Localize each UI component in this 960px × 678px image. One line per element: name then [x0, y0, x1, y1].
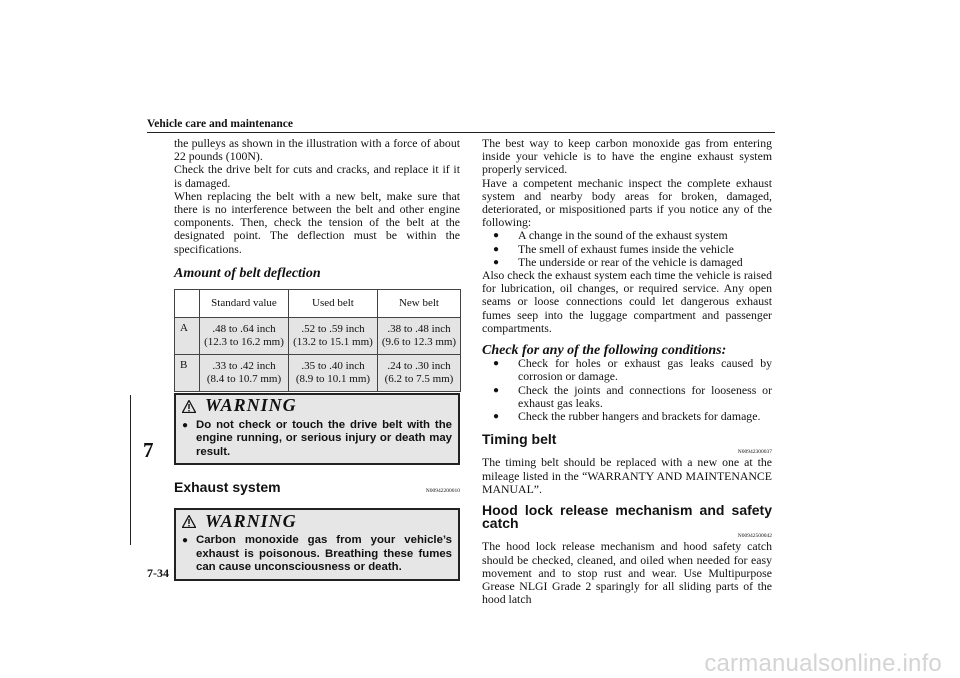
- notice-list: [482, 229, 772, 269]
- section-code: N00942500042: [737, 533, 772, 540]
- bullet-icon: ●: [493, 411, 500, 423]
- paragraph: The hood lock release mechanism and hood safety catch should be checked, cleaned, and oiled when needed for easy movement and to stop rust and wear. Use Multipurpose Grease NLGI Grade 2 sparingly for all sliding parts of the hood latch: [482, 539, 772, 607]
- header-rule: [147, 132, 775, 133]
- paragraph: The timing belt should be replaced with a new one at the mileage listed in the “WARRANTY AND MAINTENANCE MANUAL”.: [482, 455, 772, 496]
- table-cell: .38 to .48 inch (9.6 to 12.3 mm): [377, 318, 460, 355]
- warning-text-line: [176, 417, 458, 463]
- warning-triangle-icon: [182, 515, 196, 528]
- exhaust-heading-row: [174, 481, 460, 498]
- list-item-text: Check for holes or exhaust gas leaks caused by corrosion or damage.: [518, 356, 772, 384]
- table-corner-cell: [175, 290, 200, 318]
- warning-title: WARNING: [205, 395, 297, 416]
- section-title-exhaust: Exhaust system: [174, 479, 281, 496]
- bullet-icon: ●: [493, 230, 500, 242]
- watermark: carmanualsonline.info: [704, 650, 942, 677]
- list-item-text: The underside or rear of the vehicle is damaged: [518, 254, 743, 269]
- table-cell: .35 to .40 inch (8.9 to 10.1 mm): [288, 355, 377, 392]
- table-cell: .48 to .64 inch (12.3 to 16.2 mm): [200, 318, 289, 355]
- bullet-icon: ●: [493, 384, 500, 396]
- warning-heading: [176, 510, 458, 532]
- table-row: [175, 355, 461, 392]
- timing-heading-row: [482, 433, 772, 446]
- table-cell: .52 to .59 inch (13.2 to 15.1 mm): [288, 318, 377, 355]
- bullet-icon: ●: [182, 535, 189, 547]
- section-title-timing: Timing belt: [482, 431, 557, 448]
- bullet-icon: ●: [493, 256, 500, 268]
- paragraph: The best way to keep carbon monoxide gas from entering inside your vehicle is to have the engine exhaust system properly serviced.: [482, 136, 772, 177]
- section-title-hood: Hood lock release mechanism and safety catch: [482, 502, 772, 532]
- table-header: New belt: [377, 290, 460, 318]
- belt-deflection-table: [174, 289, 461, 392]
- paragraph: Also check the exhaust system each time the vehicle is raised for lubrication, oil changes, or required service. Any open seams or loose connections could let dangerous exhaust fumes seep into the luggage compartment and passenger compartments.: [482, 268, 772, 335]
- chapter-number: 7: [143, 438, 154, 462]
- list-item: [482, 410, 772, 423]
- list-item: [482, 384, 772, 410]
- section-code: N00942200010: [425, 488, 460, 495]
- warning-box: [174, 393, 460, 465]
- warning-text: Carbon monoxide gas from your vehicle’s exhaust is poisonous. Breathing these fumes can cause unconsciousness or death.: [196, 534, 452, 574]
- list-item-text: Check the joints and connections for looseness or exhaust gas leaks.: [518, 382, 772, 410]
- right-column: [482, 137, 772, 607]
- table-row: [175, 318, 461, 355]
- page-number: 7-34: [147, 566, 169, 580]
- bullet-icon: ●: [493, 243, 500, 255]
- bullet-icon: ●: [493, 358, 500, 370]
- table-header-row: [175, 290, 461, 318]
- warning-text: Do not check or touch the drive belt with the engine running, or serious injury or death may result.: [196, 419, 452, 458]
- list-item: [482, 243, 772, 256]
- warning-title: WARNING: [205, 510, 297, 531]
- section-code: N00942300037: [737, 449, 772, 456]
- table-header: Standard value: [200, 290, 289, 318]
- conditions-heading: Check for any of the following conditions:: [482, 343, 727, 359]
- table-cell: .24 to .30 inch (6.2 to 7.5 mm): [377, 355, 460, 392]
- list-item-text: The smell of exhaust fumes inside the vehicle: [518, 241, 734, 256]
- paragraph: Check the drive belt for cuts and cracks, and replace it if it is damaged.: [174, 162, 460, 190]
- list-item-text: A change in the sound of the exhaust system: [518, 228, 728, 243]
- bullet-icon: ●: [182, 420, 189, 432]
- running-header: Vehicle care and maintenance: [147, 118, 293, 130]
- warning-box: [174, 508, 460, 580]
- table-row-label: B: [175, 355, 200, 392]
- warning-heading: [176, 395, 458, 417]
- warning-text-line: [176, 532, 458, 578]
- table-header: Used belt: [288, 290, 377, 318]
- list-item: [482, 229, 772, 242]
- paragraph: When replacing the belt with a new belt, make sure that there is no interference between the belt and other engine components. Then, check the tension of the belt at the designated point. The deflection must be within the specifications.: [174, 188, 460, 256]
- table-cell: .33 to .42 inch (8.4 to 10.7 mm): [200, 355, 289, 392]
- paragraph: the pulleys as shown in the illustration with a force of about 22 pounds (100N).: [174, 136, 460, 164]
- paragraph: Have a competent mechanic inspect the complete exhaust system and nearby body areas for broken, damaged, deteriorated, or mispositioned parts if you notice any of the following:: [482, 175, 772, 230]
- chapter-side-bar: [130, 395, 131, 545]
- left-column: [174, 137, 460, 581]
- table-row-label: A: [175, 318, 200, 355]
- conditions-list: [482, 357, 772, 423]
- hood-heading-row: [482, 504, 772, 530]
- warning-triangle-icon: [182, 400, 196, 413]
- belt-deflection-heading: Amount of belt deflection: [174, 265, 321, 281]
- list-item: [482, 357, 772, 383]
- list-item-text: Check the rubber hangers and brackets for damage.: [518, 409, 761, 424]
